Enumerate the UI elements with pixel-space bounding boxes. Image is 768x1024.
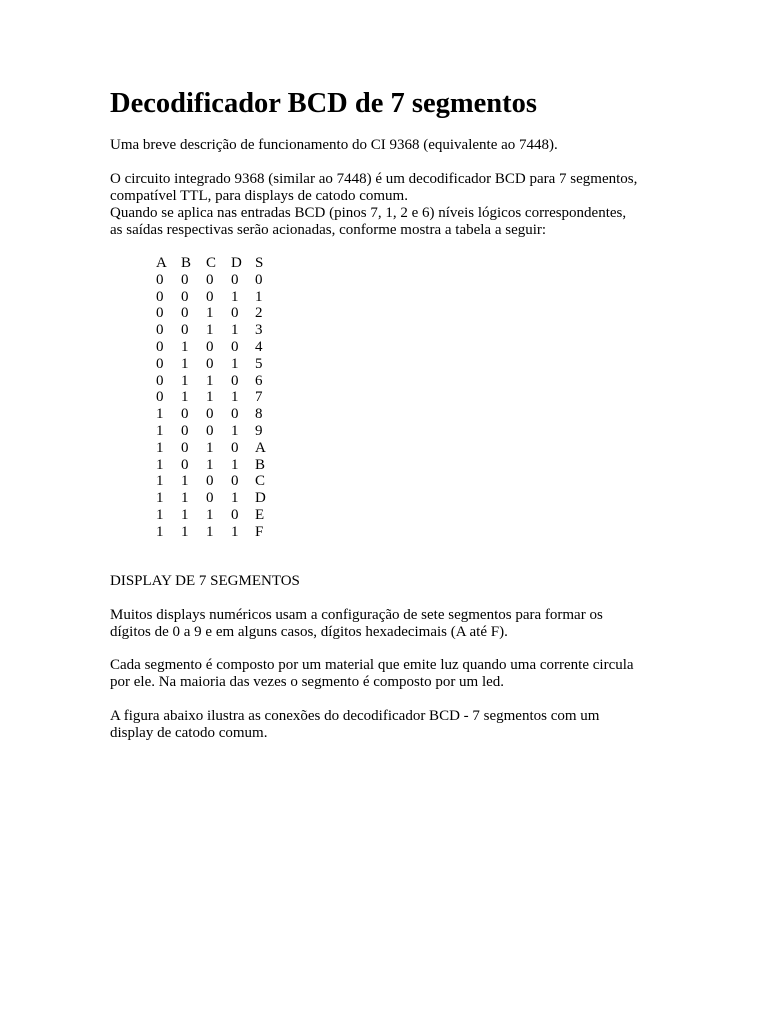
- intro-paragraph: Uma breve descrição de funcionamento do CI 9368 (equivalente ao 7448).: [110, 137, 558, 153]
- table-cell: 1: [156, 523, 164, 540]
- table-row: [156, 524, 275, 541]
- table-row: [156, 440, 275, 457]
- table-cell: 0: [156, 305, 164, 322]
- column-header-b: B: [181, 255, 192, 271]
- description-line: as saídas respectivas serão acionadas, conforme mostra a tabela a seguir:: [110, 222, 547, 238]
- table-cell: 1: [231, 322, 239, 339]
- table-row: [156, 289, 275, 306]
- table-cell: 0: [181, 456, 189, 473]
- table-cell: 9: [255, 422, 263, 439]
- table-cell: 0: [231, 372, 239, 389]
- table-cell: 1: [231, 456, 239, 473]
- table-cell: 0: [181, 288, 189, 305]
- table-cell: 1: [206, 439, 214, 456]
- table-cell: 0: [181, 322, 189, 339]
- table-cell: 1: [156, 506, 164, 523]
- table-cell: 1: [156, 422, 164, 439]
- table-cell: 0: [206, 355, 214, 372]
- table-header-row: [156, 255, 275, 272]
- table-row: [156, 507, 275, 524]
- table-cell: 4: [255, 338, 263, 355]
- table-cell: 0: [181, 305, 189, 322]
- table-cell: 0: [206, 406, 214, 423]
- table-cell: 1: [181, 355, 189, 372]
- table-cell: 1: [206, 456, 214, 473]
- table-cell: A: [255, 439, 266, 456]
- table-cell: 0: [231, 506, 239, 523]
- table-cell: 0: [231, 271, 239, 288]
- table-cell: 0: [231, 439, 239, 456]
- description-line: compatível TTL, para displays de catodo comum.: [110, 188, 408, 204]
- table-row: [156, 423, 275, 440]
- table-row: [156, 305, 275, 322]
- table-row: [156, 406, 275, 423]
- table-cell: 0: [156, 355, 164, 372]
- table-row: [156, 356, 275, 373]
- table-cell: 5: [255, 355, 263, 372]
- segment-paragraph: [110, 657, 634, 691]
- table-cell: 0: [231, 338, 239, 355]
- table-row: [156, 373, 275, 390]
- table-cell: 1: [231, 523, 239, 540]
- table-cell: 0: [255, 271, 263, 288]
- table-cell: 2: [255, 305, 263, 322]
- table-row: [156, 272, 275, 289]
- table-cell: B: [255, 456, 266, 473]
- table-cell: 1: [231, 355, 239, 372]
- table-cell: 1: [206, 506, 214, 523]
- table-cell: 1: [156, 406, 164, 423]
- paragraph-line: dígitos de 0 a 9 e em alguns casos, dígitos hexadecimais (A até F).: [110, 624, 508, 640]
- paragraph-line: A figura abaixo ilustra as conexões do decodificador BCD - 7 segmentos com um: [110, 708, 600, 724]
- table-cell: 1: [181, 490, 189, 507]
- table-cell: 1: [206, 322, 214, 339]
- table-cell: 3: [255, 322, 263, 339]
- paragraph-line: por ele. Na maioria das vezes o segmento é composto por um led.: [110, 674, 505, 690]
- column-header-c: C: [206, 255, 217, 271]
- table-cell: 1: [156, 490, 164, 507]
- table-cell: 7: [255, 389, 263, 406]
- table-cell: 0: [156, 372, 164, 389]
- table-cell: 1: [156, 473, 164, 490]
- table-cell: 1: [231, 422, 239, 439]
- table-cell: C: [255, 473, 266, 490]
- table-row: [156, 339, 275, 356]
- table-cell: 1: [181, 473, 189, 490]
- table-cell: 0: [206, 422, 214, 439]
- table-cell: 0: [181, 422, 189, 439]
- table-cell: 0: [206, 473, 214, 490]
- table-cell: 8: [255, 406, 263, 423]
- bcd-truth-table: [156, 255, 275, 541]
- table-cell: E: [255, 506, 265, 523]
- table-cell: 1: [206, 389, 214, 406]
- table-cell: 1: [181, 372, 189, 389]
- table-cell: 6: [255, 372, 263, 389]
- table-cell: 1: [156, 456, 164, 473]
- column-header-d: D: [231, 255, 242, 271]
- table-cell: F: [255, 523, 264, 540]
- table-cell: 1: [181, 338, 189, 355]
- table-cell: 1: [231, 490, 239, 507]
- table-cell: 1: [181, 523, 189, 540]
- description-line: Quando se aplica nas entradas BCD (pinos 7, 1, 2 e 6) níveis lógicos correspondentes,: [110, 205, 627, 221]
- table-cell: 0: [206, 338, 214, 355]
- description-line: O circuito integrado 9368 (similar ao 7448) é um decodificador BCD para 7 segmentos,: [110, 171, 638, 187]
- table-cell: 0: [156, 338, 164, 355]
- table-cell: 0: [181, 406, 189, 423]
- table-cell: 0: [156, 288, 164, 305]
- table-row: [156, 457, 275, 474]
- table-cell: 1: [255, 288, 263, 305]
- table-cell: 1: [206, 305, 214, 322]
- table-cell: D: [255, 490, 266, 507]
- table-cell: 0: [156, 322, 164, 339]
- document-title: Decodificador BCD de 7 segmentos: [110, 88, 537, 119]
- figure-paragraph: [110, 708, 599, 742]
- description-paragraph: [110, 171, 637, 239]
- table-row: [156, 322, 275, 339]
- table-cell: 1: [206, 523, 214, 540]
- column-header-s: S: [255, 255, 264, 271]
- column-header-a: A: [156, 255, 167, 271]
- table-cell: 1: [231, 389, 239, 406]
- table-cell: 1: [231, 288, 239, 305]
- table-cell: 0: [156, 389, 164, 406]
- table-cell: 0: [231, 473, 239, 490]
- table-body: [156, 272, 275, 541]
- table-row: [156, 473, 275, 490]
- table-cell: 1: [181, 389, 189, 406]
- table-cell: 1: [206, 372, 214, 389]
- table-cell: 0: [231, 305, 239, 322]
- paragraph-line: Muitos displays numéricos usam a configuração de sete segmentos para formar os: [110, 607, 603, 623]
- table-row: [156, 490, 275, 507]
- paragraph-line: display de catodo comum.: [110, 725, 268, 741]
- table-cell: 0: [156, 271, 164, 288]
- displays-paragraph: [110, 607, 603, 641]
- table-cell: 1: [181, 506, 189, 523]
- paragraph-line: Cada segmento é composto por um material que emite luz quando uma corrente circula: [110, 657, 634, 673]
- table-cell: 1: [156, 439, 164, 456]
- table-row: [156, 389, 275, 406]
- section-heading: DISPLAY DE 7 SEGMENTOS: [110, 573, 300, 589]
- table-cell: 0: [206, 490, 214, 507]
- table-cell: 0: [206, 288, 214, 305]
- table-cell: 0: [231, 406, 239, 423]
- table-cell: 0: [206, 271, 214, 288]
- table-cell: 0: [181, 439, 189, 456]
- table-cell: 0: [181, 271, 189, 288]
